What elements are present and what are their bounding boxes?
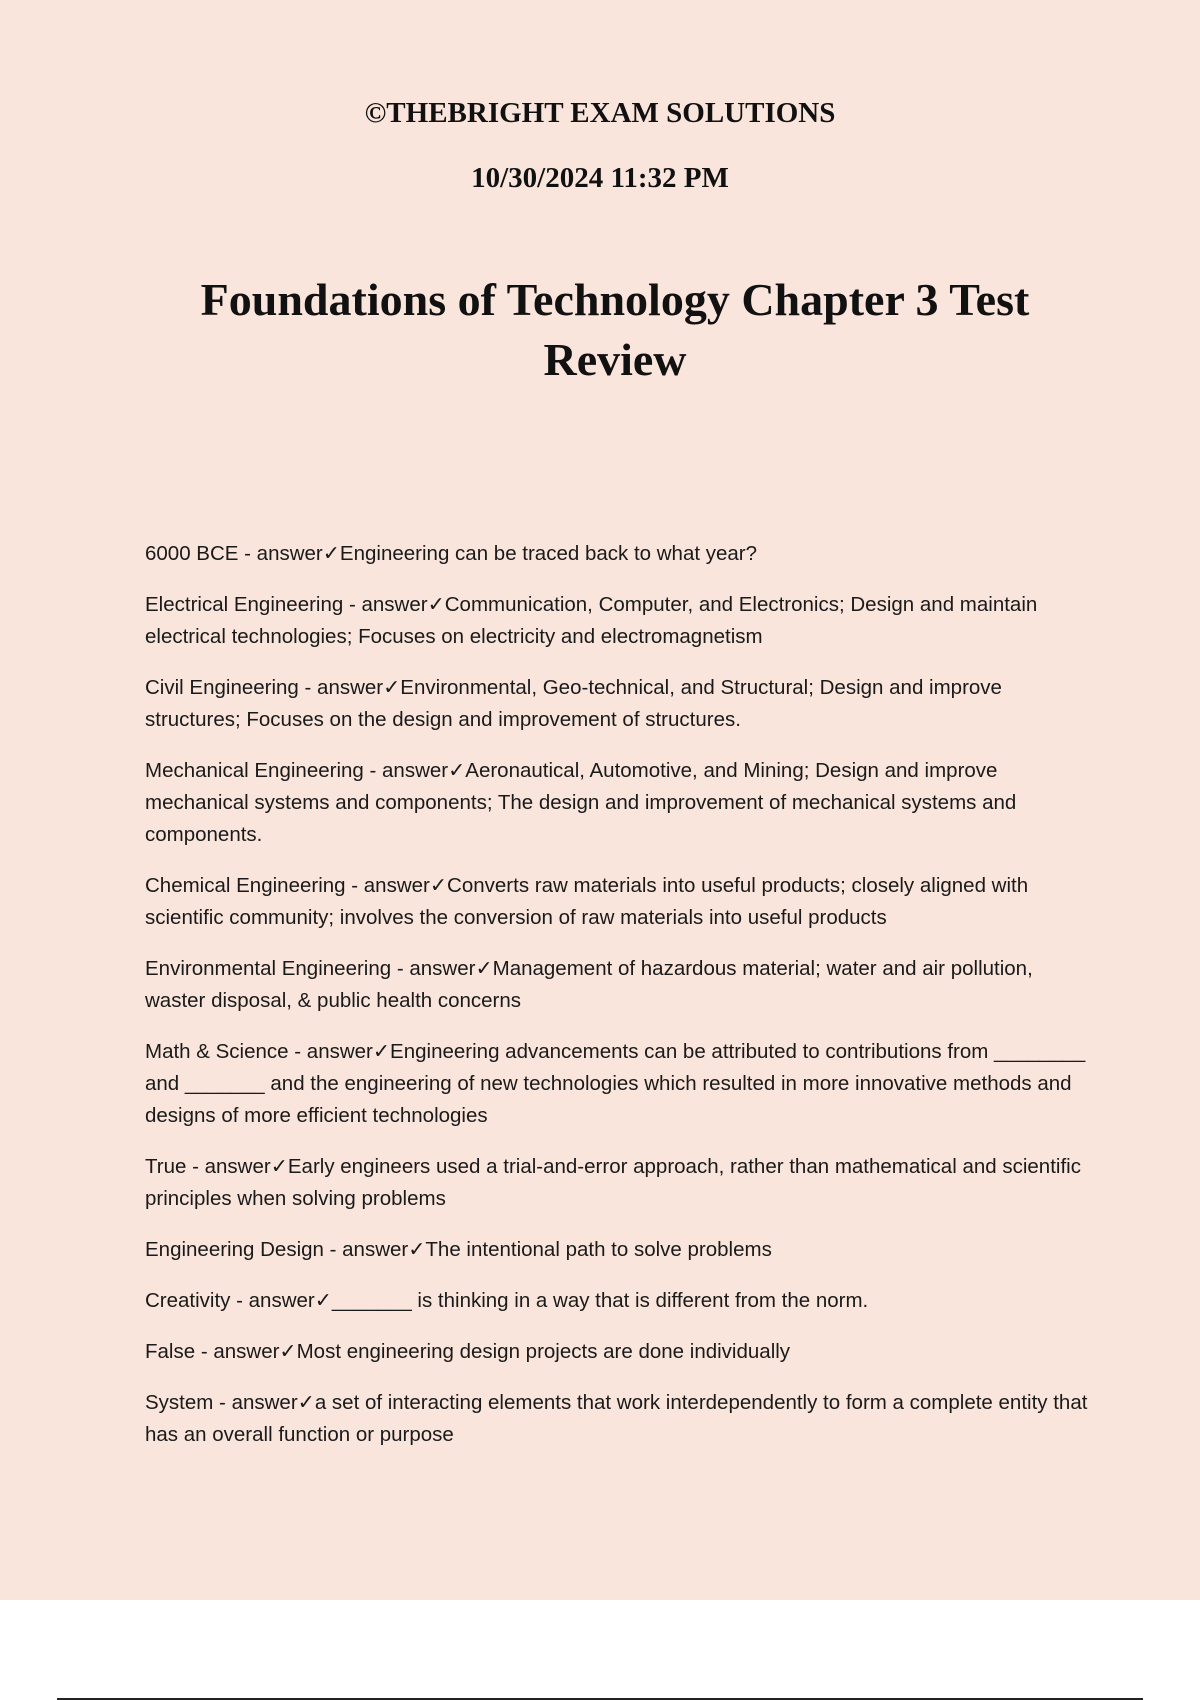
- qa-item: Environmental Engineering - answer✓Management of hazardous material; water and air pollution, waster disposal, & public health concerns: [145, 957, 1033, 1012]
- qa-item: 6000 BCE - answer✓Engineering can be traced back to what year?: [145, 542, 758, 565]
- date-header: 10/30/2024 11:32 PM: [471, 162, 729, 194]
- company-header: ©THEBRIGHT EXAM SOLUTIONS: [364, 97, 836, 129]
- qa-item: True - answer✓Early engineers used a trial-and-error approach, rather than mathematical and scientific principles when solving problems: [145, 1155, 1081, 1210]
- qa-item: Civil Engineering - answer✓Environmental, Geo-technical, and Structural; Design and improve structures; Focuses on the design and improvement of structures.: [145, 676, 1002, 731]
- qa-item: Electrical Engineering - answer✓Communication, Computer, and Electronics; Design and maintain electrical technologies; Focuses on electricity and electromagnetism: [145, 593, 1038, 648]
- qa-item: False - answer✓Most engineering design projects are done individually: [145, 1340, 791, 1363]
- qa-item: Chemical Engineering - answer✓Converts raw materials into useful products; closely aligned with scientific community; involves the conversion of raw materials into useful products: [145, 874, 1029, 929]
- qa-item: Mechanical Engineering - answer✓Aeronautical, Automotive, and Mining; Design and improve mechanical systems and components; The design and improvement of mechanical systems and components.: [145, 759, 1017, 846]
- qa-item: Engineering Design - answer✓The intentional path to solve problems: [145, 1238, 772, 1261]
- qa-item: System - answer✓a set of interacting elements that work interdependently to form a complete entity that has an overall function or purpose: [145, 1391, 1088, 1446]
- qa-item: Math & Science - answer✓Engineering advancements can be attributed to contributions from ________ and _______ and the engineering of new technologies which resulted in more innovative methods and designs of more efficient technologies: [145, 1040, 1086, 1127]
- qa-item: Creativity - answer✓_______ is thinking in a way that is different from the norm.: [145, 1289, 869, 1312]
- document-title: Foundations of Technology Chapter 3 Test Review: [200, 274, 1030, 385]
- qa-list: [145, 538, 1090, 1470]
